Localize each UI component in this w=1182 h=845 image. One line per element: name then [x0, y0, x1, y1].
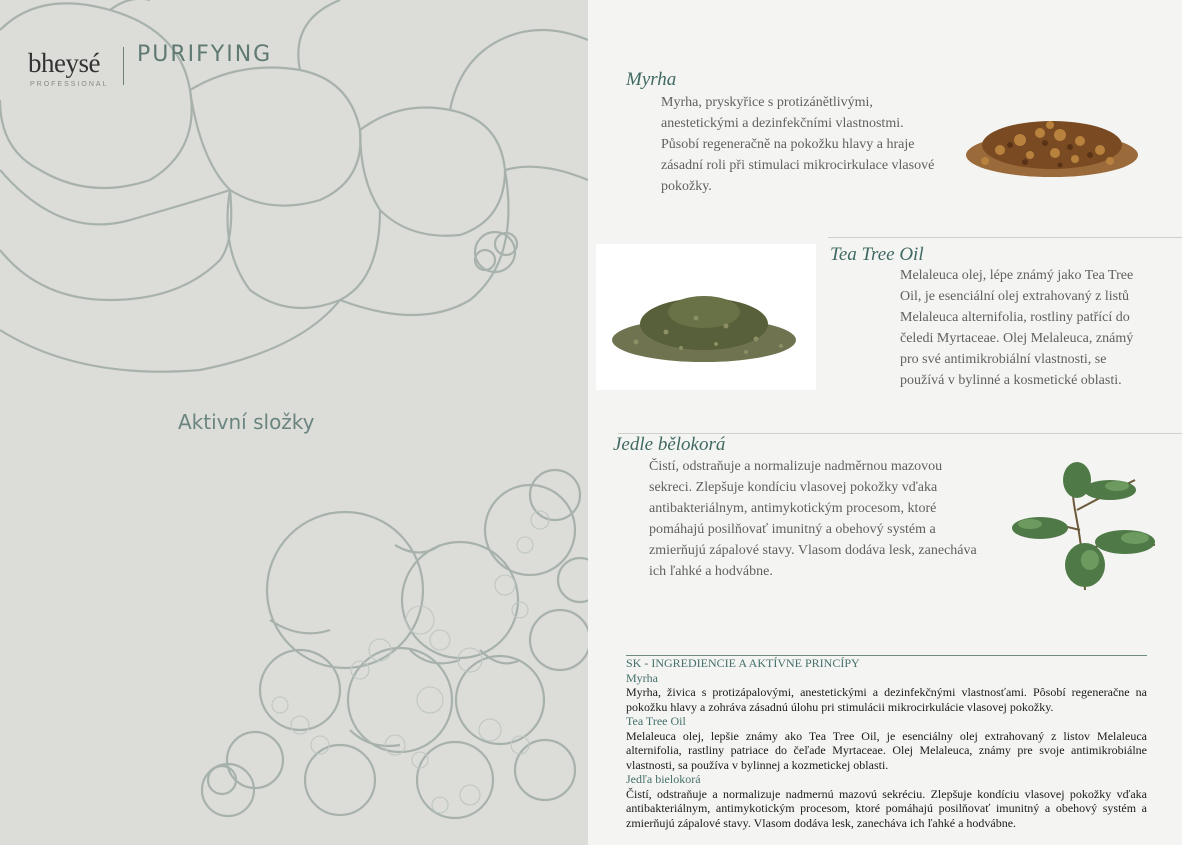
section-title-myrha: Myrha [626, 69, 677, 90]
sk-item-title: Tea Tree Oil [626, 714, 686, 728]
brand-divider [123, 47, 124, 85]
myrrh-resin-image [960, 95, 1145, 195]
sk-item-body: Čistí, odstraňuje a normalizuje nadmernú mazovú sekréciu. Zlepšuje kondíciu vlasovej pokožky vďaka antibakteriálnym, antimykotickým procesom, ktoré pomáhajú posilňovať imunitný a obehový systém a zmierňujú zápalové stavy. Vlasom dodáva lesk, zanecháva ich ľahké a hodvábne. [626, 786, 1147, 830]
section-body-tea-tree-oil: Melaleuca olej, lépe známý jako Tea Tree Oil, je esenciální olej extrahovaný z listů Melaleuca alternifolia, rostliny patřící do čeledi Myrtaceae. Olej Melaleuca, známý pro své antimikrobiální vlastnosti, se používá v bylinné a kosmetické oblasti. [900, 268, 1134, 388]
brand-logo: bheysé [28, 48, 100, 78]
sk-heading: SK - INGREDIENCIE A AKTÍVNE PRINCÍPY [626, 656, 860, 670]
product-line-name: PURIFYING [137, 42, 273, 67]
section-body-jedle: Čistí, odstraňuje a normalizuje nadměrnou mazovou sekreci. Zlepšuje kondíciu vlasovej pokožky vďaka antibakteriálnym, antimykotickým procesom, ktoré pomáhajú posilňovať imunitný a obehový systém a zmierňujú zápalové stavy. Vlasom dodáva lesk, zanecháva ich ľahké a hodvábne. [649, 459, 977, 579]
sk-item-body: Myrha, živica s protizápalovými, anestetickými a dezinfekčnými vlastnosťami. Pôsobí regeneračne na pokožku hlavy a zohráva zásadnú úlohu pri stimulácii mikrocirkulácie vlasovej pokožky. [626, 685, 1147, 714]
brand-subtitle: PROFESSIONAL [30, 81, 109, 88]
tea-tree-leaves-image [596, 244, 816, 390]
sk-item-body: Melaleuca olej, lepšie známy ako Tea Tree Oil, je esenciálny olej extrahovaný z listov Melaleuca alternifolia, rastliny patriace do čeľade Myrtaceae. Olej Melaleuca, známy pre svoje antimikrobiálne vlastnosti, sa používa v bylinnej a kozmetickej oblasti. [626, 728, 1147, 772]
sk-item-title: Jedľa bielokorá [626, 772, 701, 786]
sk-translation-block [626, 656, 1147, 830]
active-ingredients-heading: Aktivní složky [178, 410, 315, 434]
sk-item-title: Myrha [626, 670, 658, 685]
left-panel [0, 0, 588, 845]
fir-branch-image [1005, 460, 1165, 600]
section-title-jedle: Jedle bělokorá [613, 434, 726, 455]
section-body-myrha: Myrha, pryskyřice s protizánětlivými, anestetickými a dezinfekčními vlastnostmi. Působí regeneračně na pokožku hlavy a hraje zásadní roli při stimulaci mikrocirkulace vlasové pokožky. [661, 95, 935, 194]
divider [828, 237, 1182, 238]
section-title-tea-tree-oil: Tea Tree Oil [830, 244, 924, 265]
